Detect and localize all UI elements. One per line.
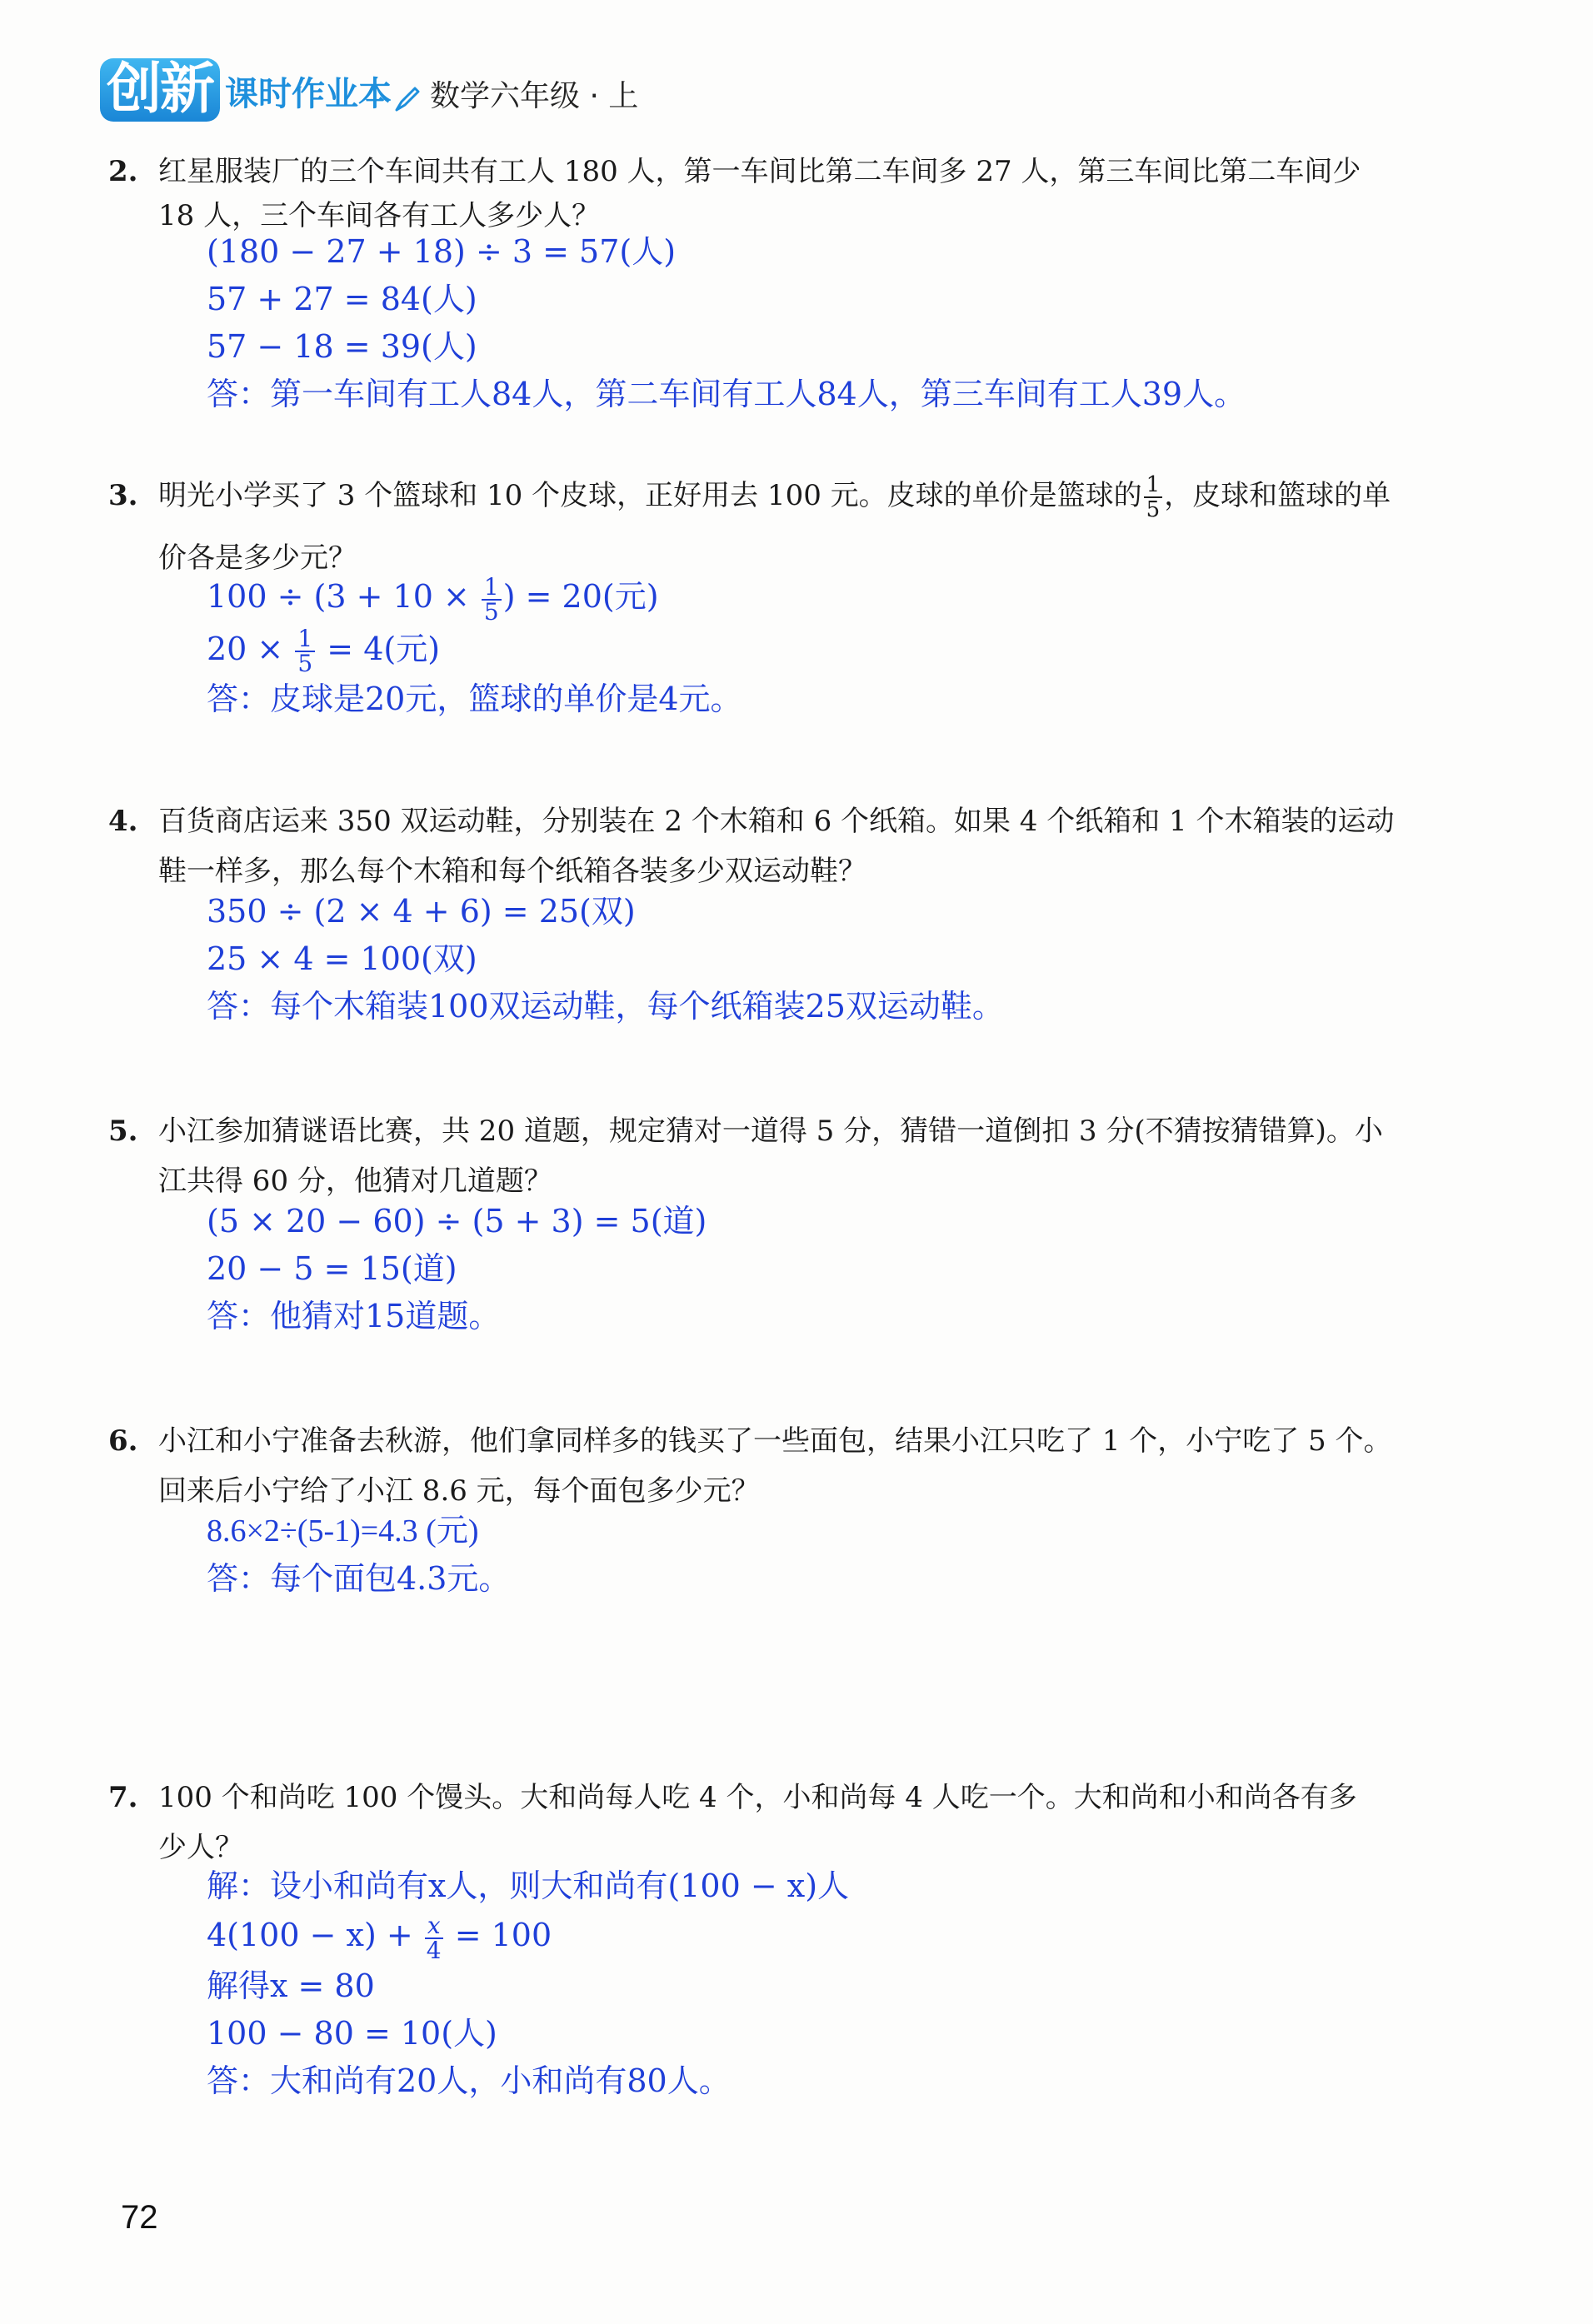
fraction-denominator: 5	[1146, 497, 1161, 522]
answer-line: (180 − 27 + 18) ÷ 3 = 57(人)	[207, 233, 677, 270]
answer-part: 100 ÷ (3 + 10 ×	[207, 578, 470, 615]
fraction	[1144, 473, 1163, 521]
problem-text-part: ，皮球和篮球的单	[1164, 479, 1391, 512]
page-number: 72	[121, 2199, 158, 2236]
problem-7	[108, 1773, 1533, 2105]
answer-line: 答：第一车间有工人84人，第二车间有工人84人，第三车间有工人39人。	[207, 376, 1246, 412]
problem-text-line: 百货商店运来 350 双运动鞋，分别装在 2 个木箱和 6 个纸箱。如果 4 个纸箱和 1 个木箱装的运动	[158, 805, 1395, 838]
answer-line: 答：每个面包4.3元。	[207, 1560, 511, 1597]
fraction-numerator: 1	[482, 576, 502, 601]
fraction-denominator: 4	[426, 1936, 442, 1964]
problem-4	[108, 796, 1533, 1030]
problem-number: 7.	[108, 1781, 138, 1814]
fraction	[295, 627, 315, 676]
problem-text-line: 100 个和尚吃 100 个馒头。大和尚每人吃 4 个，小和尚每 4 人吃一个。大和尚和小和尚各有多	[158, 1781, 1357, 1814]
pen-icon	[393, 85, 422, 113]
problem-text-line: 红星服装厂的三个车间共有工人 180 人，第一车间比第二车间多 27 人，第三车间比第二车间少	[158, 155, 1361, 188]
fraction-numerator: 1	[1144, 473, 1163, 498]
answer-line	[207, 1910, 1533, 1962]
answer-part: ) = 20(元)	[502, 578, 659, 615]
problem-number: 3.	[108, 479, 138, 512]
problem-number: 5.	[108, 1115, 138, 1148]
answer-line: 350 ÷ (2 × 4 + 6) = 25(双)	[207, 893, 636, 930]
answer-part: = 4(元)	[327, 630, 441, 667]
problem-text-line: 回来后小宁给了小江 8.6 元，每个面包多少元？	[158, 1474, 760, 1508]
answer-line: 100 − 80 = 10(人)	[207, 2014, 497, 2052]
answer-line: (5 × 20 − 60) ÷ (5 + 3) = 5(道)	[207, 1203, 707, 1239]
page-header	[100, 58, 638, 122]
problem-2	[108, 147, 1533, 418]
answer-part: 20 ×	[207, 630, 284, 667]
problem-text-line: 鞋一样多，那么每个木箱和每个纸箱各装多少双运动鞋？	[158, 855, 866, 888]
answer-part: = 100	[454, 1917, 552, 1953]
answer-line: 20 − 5 = 15(道)	[207, 1250, 457, 1287]
fraction	[425, 1911, 443, 1964]
answer-line: 答：皮球是20元，篮球的单价是4元。	[207, 681, 742, 717]
book-title: 数学六年级 · 上	[430, 79, 639, 113]
problem-text-line: 江共得 60 分，他猜对几道题？	[158, 1164, 552, 1198]
problem-text-line: 价各是多少元？	[158, 541, 357, 575]
answer-line: 答：每个木箱装100双运动鞋，每个纸箱装25双运动鞋。	[207, 988, 1004, 1025]
answer-line	[207, 571, 1533, 624]
problem-3	[108, 466, 1533, 723]
fraction	[482, 572, 502, 626]
brand-logo: 创新	[100, 58, 220, 122]
problem-text-line	[158, 466, 1533, 525]
problem-text-line: 少人？	[158, 1831, 243, 1864]
problem-5	[108, 1106, 1533, 1340]
problem-text-line: 小江和小宁准备去秋游，他们拿同样多的钱买了一些面包，结果小江只吃了 1 个，小宁吃了 5 个。	[158, 1424, 1392, 1458]
answer-line: 解得x = 80	[207, 1967, 375, 2004]
answer-line	[207, 624, 1533, 676]
answer-line: 答：大和尚有20人，小和尚有80人。	[207, 2062, 731, 2099]
problem-number: 2.	[108, 155, 138, 188]
answer-line: 答：他猜对15道题。	[207, 1298, 501, 1334]
problem-number: 4.	[108, 805, 138, 838]
answer-line: 25 × 4 = 100(双)	[207, 940, 477, 977]
fraction-numerator: 1	[295, 627, 315, 652]
fraction-denominator: 5	[297, 650, 313, 677]
fraction-denominator: 5	[483, 597, 499, 626]
problem-text-part: 明光小学买了 3 个篮球和 10 个皮球，正好用去 100 元。皮球的单价是篮球的	[158, 479, 1142, 512]
answer-part: 4(100 − x) +	[207, 1917, 413, 1953]
fraction-numerator: x	[425, 1914, 443, 1939]
answer-line: 57 + 27 = 84(人)	[207, 281, 477, 317]
problem-text-line: 小江参加猜谜语比赛，共 20 道题，规定猜对一道得 5 分，猜错一道倒扣 3 分(不猜按猜错算)。小	[158, 1115, 1383, 1148]
problem-6	[108, 1416, 1533, 1603]
answer-line: 解：设小和尚有x人，则大和尚有(100 − x)人	[207, 1868, 850, 1904]
problem-number: 6.	[108, 1424, 138, 1458]
answer-line: 57 − 18 = 39(人)	[207, 328, 477, 365]
problem-text-line: 18 人，三个车间各有工人多少人？	[158, 199, 601, 232]
brand-subtitle: 课时作业本	[225, 75, 392, 113]
answer-line: 8.6×2÷(5-1)=4.3 (元)	[207, 1514, 479, 1549]
